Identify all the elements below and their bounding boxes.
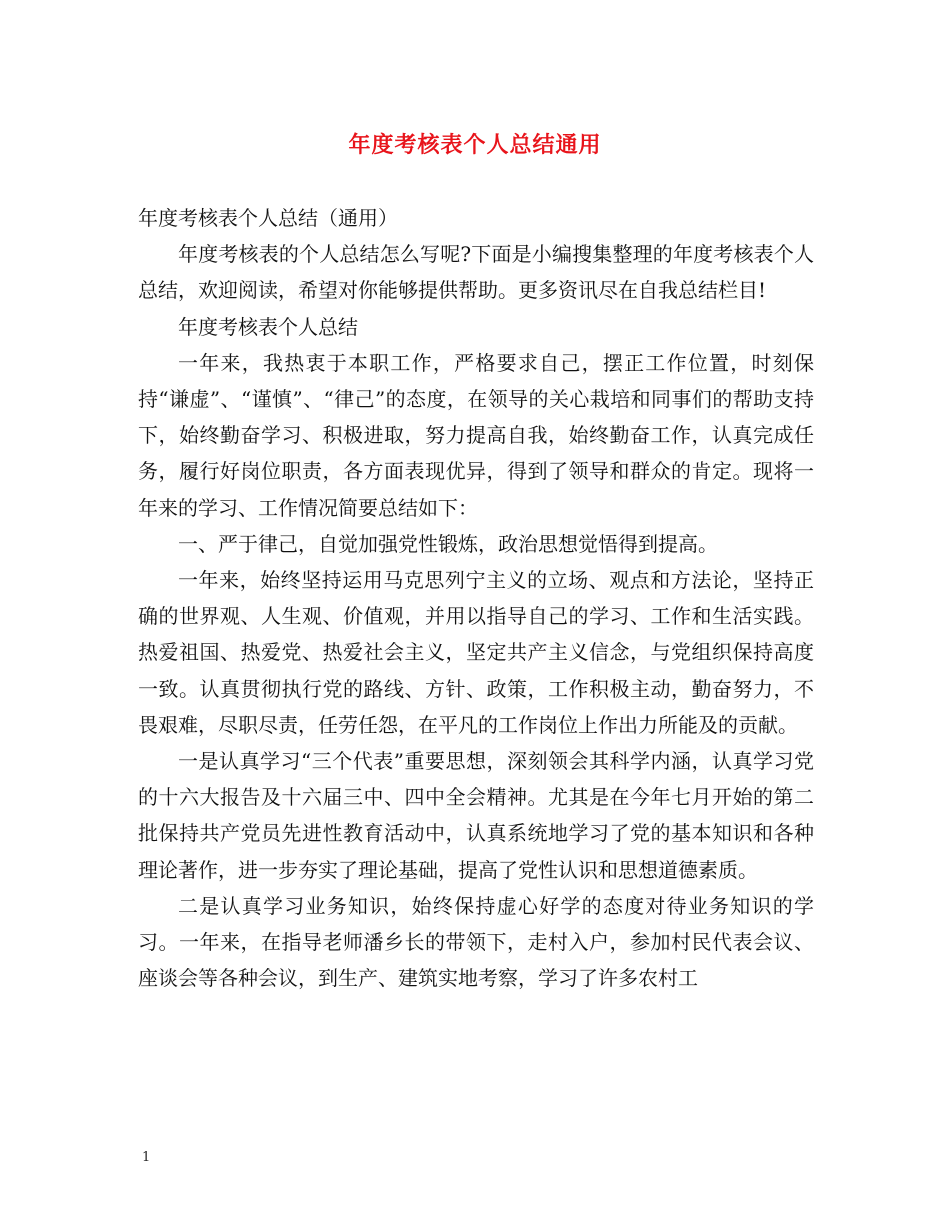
paragraph-subtitle: 年度考核表个人总结（通用） (138, 206, 398, 230)
paragraph-heading: 年度考核表个人总结 (178, 314, 358, 339)
paragraph-study-theory: 一是认真学习“三个代表”重要思想，深刻领会其科学内涵，认真学习党的十六大报告及十六届三中、四中全会精神。尤其是在今年七月开始的第二批保持共产党员先进性教育活动中，认真系统地学习了党的基本知识和各种理论著作，进一步夯实了理论基础，提高了党性认识和思想道德素质。 (138, 749, 814, 882)
paragraph-study-business: 二是认真学习业务知识，始终保持虚心好学的态度对待业务知识的学习。一年来，在指导老师潘乡长的带领下，走村入户，参加村民代表会议、座谈会等各种会议，到生产、建筑实地考察，学习了许多农村工 (138, 893, 814, 991)
paragraph-section-heading: 一、严于律己，自觉加强党性锻炼，政治思想觉悟得到提高。 (178, 531, 718, 556)
paragraph-intro: 年度考核表的个人总结怎么写呢?下面是小编搜集整理的年度考核表个人总结，欢迎阅读，希望对你能够提供帮助。更多资讯尽在自我总结栏目! (138, 242, 814, 303)
document-title: 年度考核表个人总结通用 (348, 132, 602, 158)
document-body (138, 200, 814, 996)
page-number: 1 (142, 1150, 151, 1165)
paragraph-overview: 一年来，我热衷于本职工作，严格要求自己，摆正工作位置，时刻保持“谦虚”、“谨慎”、“律己”的态度，在领导的关心栽培和同事们的帮助支持下，始终勤奋学习、积极进取，努力提高自我，始终勤奋工作，认真完成任务，履行好岗位职责，各方面表现优异，得到了领导和群众的肯定。现将一年来的学习、工作情况简要总结如下： (138, 350, 814, 520)
paragraph-politics: 一年来，始终坚持运用马克思列宁主义的立场、观点和方法论，坚持正确的世界观、人生观、价值观，并用以指导自己的学习、工作和生活实践。热爱祖国、热爱党、热爱社会主义，坚定共产主义信念，与党组织保持高度一致。认真贯彻执行党的路线、方针、政策，工作积极主动，勤奋努力，不畏艰难，尽职尽责，任劳任怨，在平凡的工作岗位上作出力所能及的贡献。 (138, 568, 814, 737)
